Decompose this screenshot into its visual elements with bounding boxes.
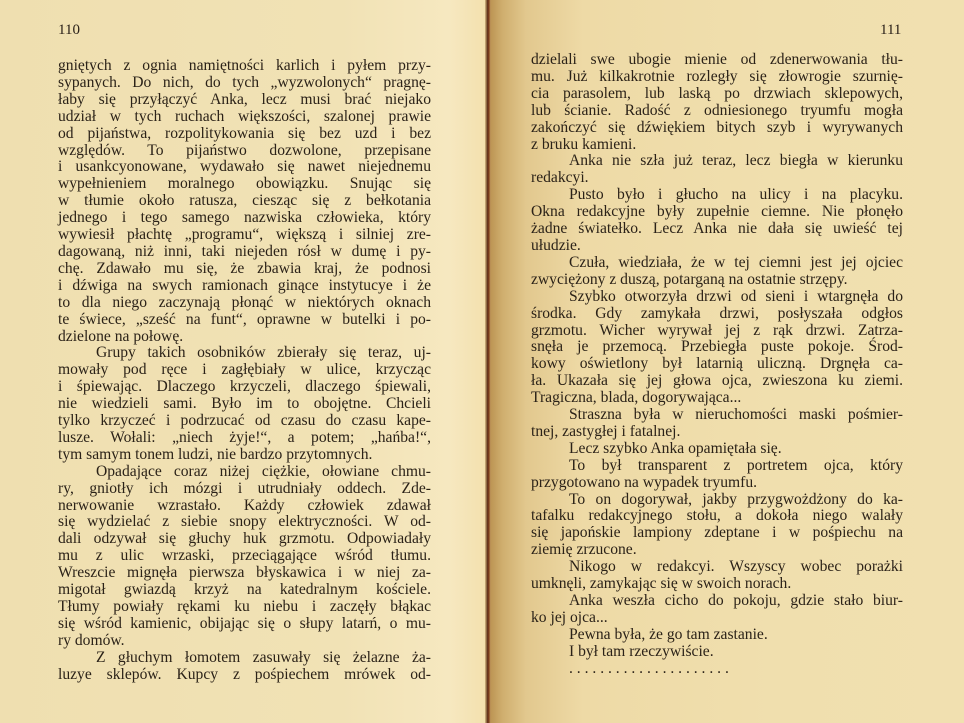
text-line: to dla niego zaczynają płonąć w niektórych oknach	[58, 293, 431, 311]
text-line: środka. Gdy zamykała drzwi, posłyszała odgłos	[531, 304, 903, 322]
text-line: Wreszcie mignęła pierwsza błyskawica i w niej za-	[58, 564, 431, 582]
text-line: i usankcyonowane, wydawało się nawet niejednemu	[58, 158, 431, 176]
text-line: luzye sklepów. Kupcy z pośpiechem mrówek od-	[58, 665, 431, 683]
text-line: te świece, „sześć na funt“, oprawne w butelki i po-	[58, 310, 431, 328]
text-line: się wśród kamienic, obijając się o słupy latarń, o mu-	[58, 614, 431, 632]
text-line: dali odzywał się głuchy huk grzmotu. Odpowiadały	[58, 530, 431, 548]
text-line: dzielone na połowę.	[58, 327, 184, 345]
text-line: kowy oświetlony był latarnią uliczną. Drgnęła ca-	[531, 355, 903, 373]
book-gutter	[485, 0, 491, 723]
text-line: To on dogorywał, jakby przygwożdżony do ka-	[569, 490, 903, 508]
text-line: ry, gniotły ich mózgi i utrudniały oddech. Zde-	[58, 479, 431, 497]
text-line: Grupy takich osobników zbierały się teraz, uj-	[96, 344, 431, 362]
text-line: zakończyć się dźwiękiem bitych szyb i wyrywanych	[531, 118, 903, 136]
text-line: się japońskie lampiony zdeptane i w pośpiechu na	[531, 524, 903, 542]
page-number-right: 111	[880, 22, 902, 38]
text-line: Szybko otworzyła drzwi od sieni i wtargnęła do	[569, 287, 903, 305]
text-line: zwyciężony z duszą, potarganą na ostatnie strzępy.	[531, 270, 848, 288]
left-page-text	[58, 58, 431, 684]
text-line: Anka nie szła już teraz, lecz biegła w kierunku	[569, 152, 903, 170]
right-page-text	[531, 52, 903, 678]
page-number-left: 110	[58, 22, 80, 38]
text-line: dzielali swe ubogie mienie od zdenerwowania tłu-	[531, 51, 903, 68]
text-line: i dźwiga na swych ramionach ginące instytucye i że	[58, 276, 431, 294]
text-line: Czuła, wiedziała, że w tej ciemni jest jej ojciec	[569, 253, 903, 271]
text-line: tylko krzyczeć i podrzucać od czasu do czasu kape-	[58, 412, 431, 430]
text-line: łaby się przyłączyć Anka, lecz musi brać niejako	[58, 90, 431, 108]
text-line: dagowaną, niż inni, taki niejeden rósł w dumę i py-	[58, 242, 431, 260]
text-line: tafalku redakcyjnego stołu, a dokoła niego walały	[531, 507, 903, 525]
text-line: Pusto było i głucho na ulicy i na placyku.	[569, 186, 903, 204]
text-line: jednego i tego samego nazwiska człowieka, który	[58, 209, 431, 227]
text-line: Tragiczna, blada, dogorywająca...	[531, 389, 742, 407]
text-line: grzmotu. Wicher wyrywał jej z rąk drzwi. Zatrza-	[531, 321, 903, 339]
text-line: mu z ulic wrzaski, przeciągające wśród tłumu.	[58, 547, 431, 565]
text-line: od pijaństwa, rozpolitykowania się bez uzd i bez	[58, 124, 431, 142]
text-line: nerwowanie wzrastało. Każdy człowiek zdawał	[58, 496, 431, 514]
text-line: z bruku kamieni.	[531, 135, 637, 153]
text-line: . . . . . . . . . . . . . . . . . . . . .	[569, 659, 729, 677]
text-line: i śpiewając. Dlaczego krzyczeli, dlaczego śpiewali,	[58, 378, 431, 396]
text-line: Lecz szybko Anka opamiętała się.	[569, 439, 782, 457]
text-line: mu. Już kilkakrotnie rozległy się złowrogie szurnię-	[531, 67, 903, 85]
text-line: ułudzie.	[531, 236, 581, 254]
text-line: redakcyi.	[531, 169, 589, 187]
text-line: udział w tych ruchach większości, szalonej prawie	[58, 107, 431, 125]
text-line: Straszna była w nieruchomości maski pośmier-	[569, 406, 903, 424]
text-line: sypanych. Do nich, do tych „wyzwolonych“ pragnę-	[58, 73, 431, 91]
text-line: Okna redakcyjne były zupełnie ciemne. Nie płonęło	[531, 203, 903, 221]
text-line: umknęli, zamykając się w swoich norach.	[531, 575, 792, 593]
text-line: mowały pod ręce i zagłębiały w ulice, krzycząc	[58, 361, 431, 379]
text-line: chę. Zdawało mu się, że zbawia kraj, że podnosi	[58, 259, 431, 277]
text-line: tym samym tonem ludzi, nie bardzo przytomnych.	[58, 445, 373, 463]
text-line: przygotowano na wypadek tryumfu.	[531, 473, 758, 491]
text-line: żadne światełko. Lecz Anka nie dała się uwieść tej	[531, 220, 903, 238]
text-line: snęła je przemocą. Przebiegła puste pokoje. Środ-	[531, 338, 903, 356]
text-line: wypełnieniem moralnego obowiązku. Snując się	[58, 175, 431, 193]
text-line: gniętych z ognia namiętności karlich i pyłem przy-	[58, 57, 431, 74]
text-line: Nikogo w redakcyi. Wszyscy wobec porażki	[569, 558, 903, 576]
text-line: I był tam rzeczywiście.	[569, 642, 714, 660]
text-line: nie wiedzieli sami. Było im to obojętne. Chcieli	[58, 395, 431, 413]
text-line: w tłumie około ratusza, ciesząc się z bełkotania	[58, 192, 431, 210]
text-line: Pewna była, że go tam zastanie.	[569, 625, 768, 643]
text-line: Anka weszła cicho do pokoju, gdzie stało biur-	[569, 592, 903, 609]
text-line: Opadające coraz niżej ciężkie, ołowiane chmu-	[96, 462, 431, 480]
text-line: To był transparent z portretem ojca, który	[569, 456, 903, 474]
text-line: ry domów.	[58, 631, 125, 649]
text-line: się wydzielać z siebie snopy elektryczności. W od-	[58, 513, 431, 531]
text-line: lub ścianie. Radość z odniesionego tryumfu mogła	[531, 101, 903, 119]
text-line: migotał gwiazdą krzyż na katedralnym kościele.	[58, 581, 431, 599]
text-line: lusze. Wołali: „niech żyje!“, a potem; „hańba!“,	[58, 428, 431, 446]
text-line: cia parasolem, lub laską po drzwiach sklepowych,	[531, 84, 903, 102]
text-line: ła. Ukazała się jej głowa ojca, zwieszona ku ziemi.	[531, 372, 903, 390]
text-line: względów. To pijaństwo dozwolone, przepisane	[58, 141, 431, 159]
text-line: Tłumy powiały rękami ku niebu i zaczęły błąkac	[58, 598, 431, 615]
text-line: wywiesił płachtę „programu“, większą i silniej zre-	[58, 226, 431, 244]
text-line: ziemię zrzucone.	[531, 541, 637, 559]
right-page	[488, 0, 964, 723]
text-line: Z głuchym łomotem zasuwały się żelazne ża-	[96, 648, 431, 666]
text-line: tnej, zastygłej i fatalnej.	[531, 422, 681, 440]
text-line: ko jej ojca...	[531, 608, 608, 626]
